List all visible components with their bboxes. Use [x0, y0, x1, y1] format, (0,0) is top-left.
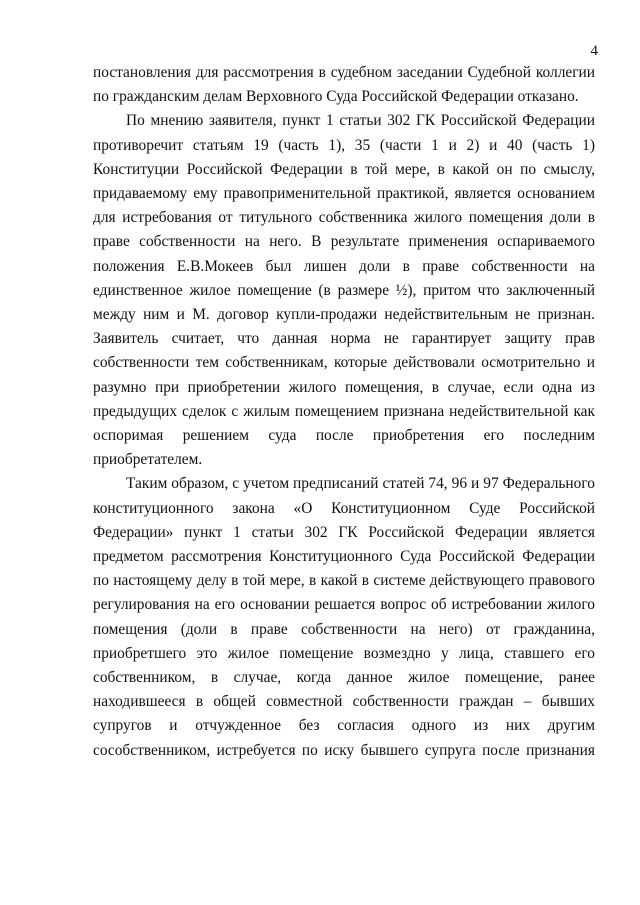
document-body	[93, 61, 595, 763]
paragraph-1: постановления для рассмотрения в судебном заседании Судебной коллегии по гражданским делам Верховного Суда Российской Федерации отказано.	[93, 64, 595, 106]
page-number: 4	[590, 43, 598, 59]
paragraph-2: По мнению заявителя, пункт 1 статьи 302 ГК Российской Федерации противоречит статьям 19 (часть 1), 35 (части 1 и 2) и 40 (часть 1) Конституции Российской Федерации в той мере, в какой он по смыслу, придаваемому ему правоприменительной практикой, является основанием для истребования от титульного собственника жилого помещения доли в праве собственности на него. В результате применения оспариваемого положения Е.В.Мокеев был лишен доли в праве собственности на единственное жилое помещение (в размере ½), притом что заключенный между ним и М. договор купли-продажи недействительным не признан. Заявитель считает, что данная норма не гарантирует защиту прав собственности тем собственникам, которые действовали осмотрительно и разумно при приобретении жилого помещения, в случае, если одна из предыдущих сделок с жилым помещением признана недействительной как оспоримая решением суда после приобретения его последним приобретателем.	[93, 112, 595, 469]
paragraph-3: Таким образом, с учетом предписаний статей 74, 96 и 97 Федерального конституционного закона «О Конституционном Суде Российской Федерации» пункт 1 статьи 302 ГК Российской Федерации является предметом рассмотрения Конституционного Суда Российской Федерации по настоящему делу в той мере, в какой в системе действующего правового регулирования на его основании решается вопрос об истребовании жилого помещения (доли в праве собственности на него) от гражданина, приобретшего это жилое помещение возмездно у лица, ставшего его собственником, в случае, когда данное жилое помещение, ранее находившееся в общей совместной собственности граждан – бывших супругов и отчужденное без согласия одного из них другим сособственником, истребуется по иску бывшего супруга после признания	[93, 475, 595, 759]
